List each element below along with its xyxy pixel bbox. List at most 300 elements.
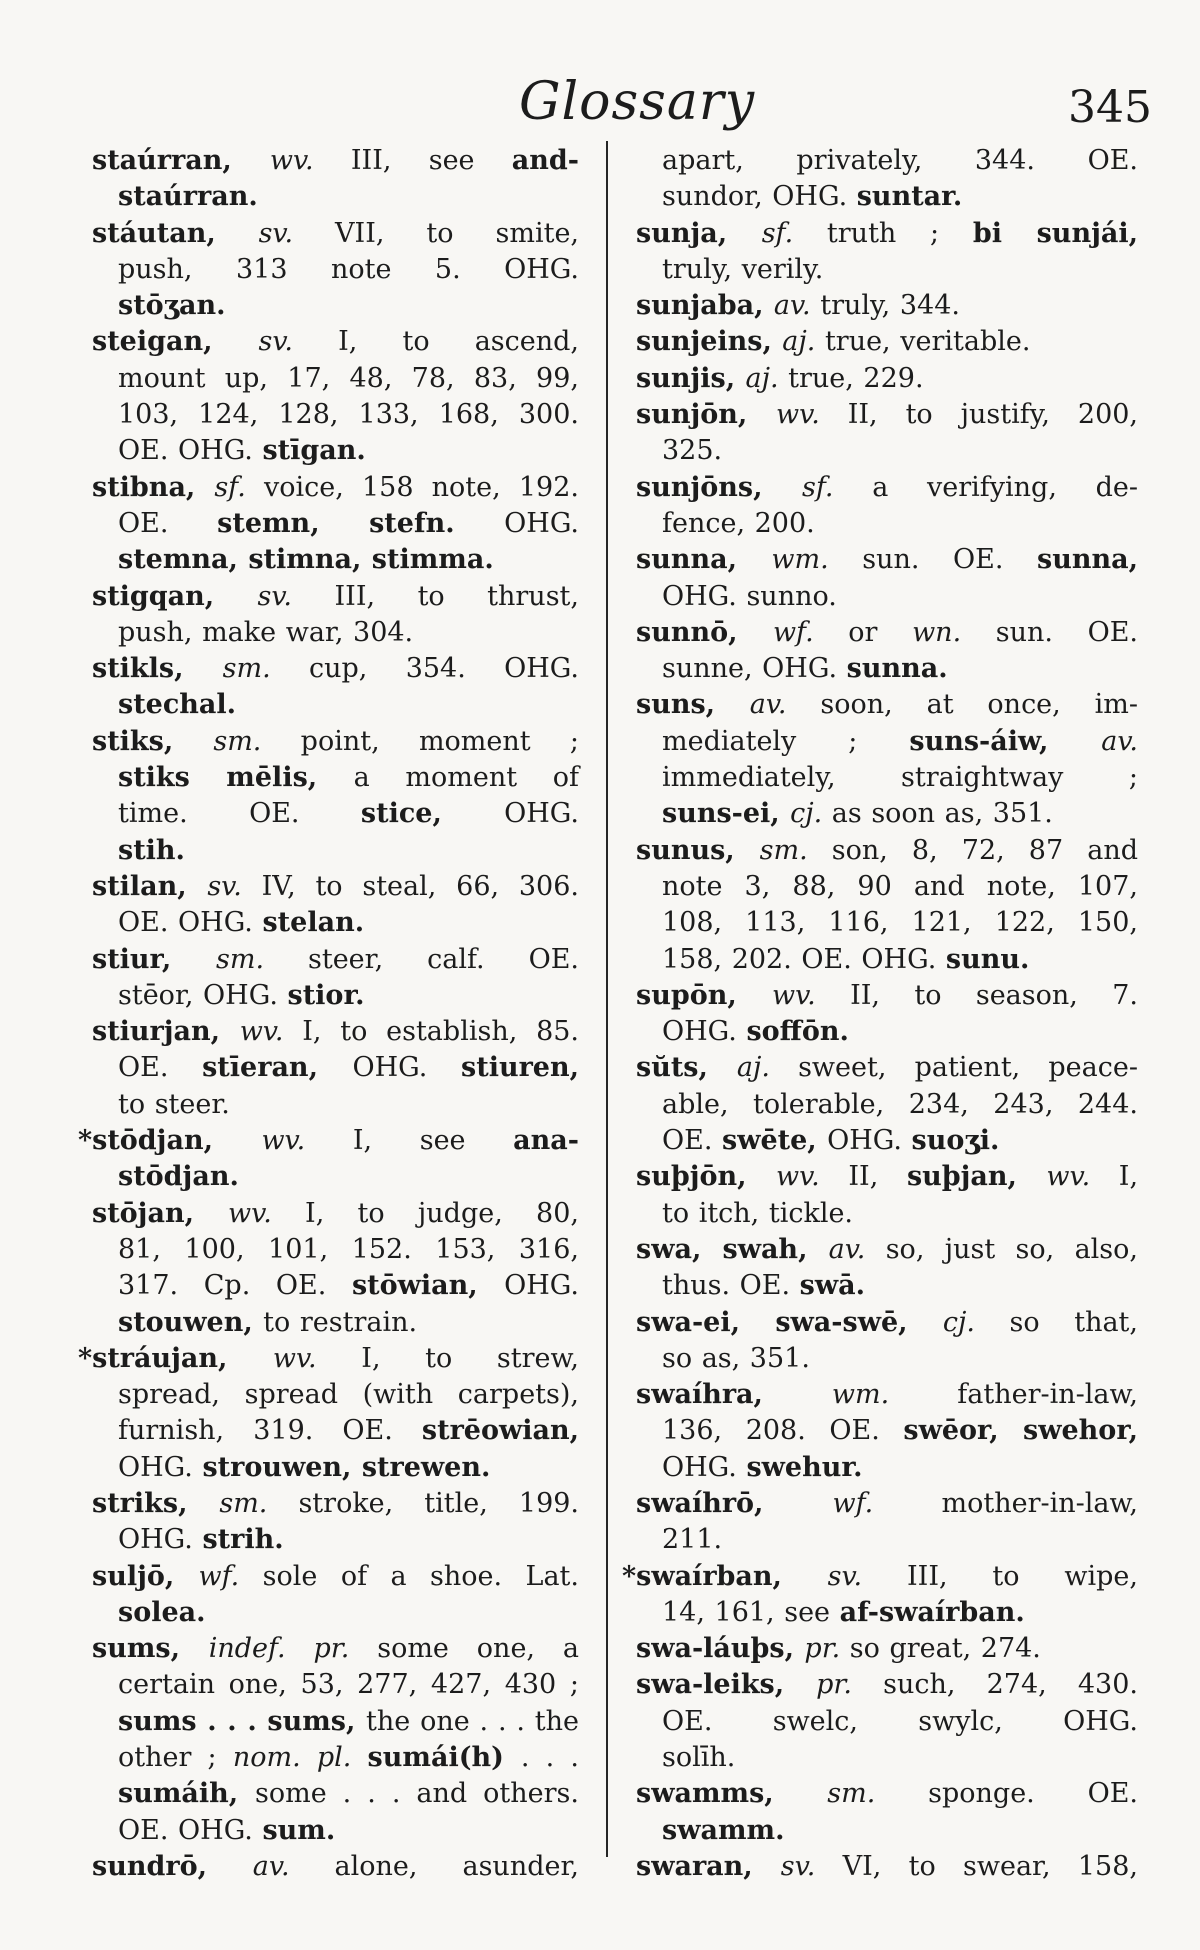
grammar-abbreviation: sm. <box>222 653 309 685</box>
glossary-line <box>636 1196 1138 1232</box>
grammar-abbreviation: sm. <box>219 1487 299 1519</box>
gothic-word: af-swaírban. <box>839 1596 1025 1628</box>
glossary-line <box>92 324 579 360</box>
glossary-line <box>92 1776 579 1812</box>
gloss-text: I, see <box>352 1125 514 1157</box>
glossary-line <box>636 1704 1138 1740</box>
gothic-word: sunus, <box>636 834 760 866</box>
glossary-line <box>92 397 579 433</box>
glossary-line <box>636 252 1138 288</box>
glossary-line <box>92 687 579 723</box>
glossary-line <box>636 796 1138 832</box>
glossary-line <box>636 1050 1138 1086</box>
glossary-line <box>92 1014 579 1050</box>
gothic-word: *stráujan, <box>78 1342 273 1374</box>
grammar-abbreviation: aj. <box>782 326 825 358</box>
gloss-text: stroke, title, 199. <box>298 1487 580 1519</box>
glossary-line <box>92 179 579 215</box>
gloss-text: thus. OE. <box>662 1270 800 1302</box>
gothic-word: sumái(h) <box>367 1742 521 1774</box>
gloss-text: III, to wipe, <box>906 1560 1138 1592</box>
glossary-line <box>92 1486 579 1522</box>
gloss-text: able, tolerable, 234, 243, 244. <box>662 1088 1138 1120</box>
glossary-line <box>622 1559 1138 1595</box>
gloss-text: note 3, 88, 90 and note, 107, <box>662 870 1138 902</box>
gothic-word: suþjan, <box>906 1161 1047 1193</box>
page-title: Glossary <box>519 72 756 132</box>
glossary-line <box>78 1341 579 1377</box>
gloss-text: 103, 124, 128, 133, 168, 300. <box>118 399 579 431</box>
gothic-word: swamm. <box>662 1814 785 1846</box>
column-divider-rule <box>606 141 608 1857</box>
glossary-line <box>636 1667 1138 1703</box>
gloss-text: some . . . and others. <box>255 1778 579 1810</box>
glossary-line <box>636 978 1138 1014</box>
glossary-line <box>636 1341 1138 1377</box>
gloss-text: OE. swelc, swylc, OHG. <box>662 1705 1138 1737</box>
glossary-line <box>92 1413 579 1449</box>
gothic-word: suns, <box>636 689 750 721</box>
gloss-text: 211. <box>662 1524 723 1556</box>
gothic-word: steigan, <box>92 326 259 358</box>
gloss-text: 136, 208. OE. <box>662 1415 904 1447</box>
grammar-abbreviation: indef. pr. <box>208 1633 378 1665</box>
gloss-text: OHG. <box>118 1524 203 1556</box>
gothic-word: strēowian, <box>421 1415 579 1447</box>
gloss-text: IV, to steal, 66, 306. <box>261 870 579 902</box>
gothic-word: swa-láuþs, <box>636 1633 805 1665</box>
gothic-word: swaíhrō, <box>636 1487 833 1519</box>
gloss-text: voice, 158 note, 192. <box>263 471 579 503</box>
gothic-word: stemna, stimna, stimma. <box>118 544 494 576</box>
glossary-line <box>92 1305 579 1341</box>
glossary-line <box>92 1667 579 1703</box>
glossary-line <box>92 833 579 869</box>
gloss-text: to itch, tickle. <box>662 1197 854 1229</box>
gothic-word: stīeran, <box>202 1052 353 1084</box>
grammar-abbreviation: av. <box>773 290 821 322</box>
gloss-text: so great, 274. <box>849 1633 1041 1665</box>
gloss-text: sole of a shoe. Lat. <box>262 1560 579 1592</box>
gloss-text: point, moment ; <box>300 725 580 757</box>
gloss-text: OHG. <box>118 1451 203 1483</box>
gothic-word: stōjan, <box>92 1197 229 1229</box>
glossary-line <box>78 1123 579 1159</box>
glossary-line <box>636 1740 1138 1776</box>
glossary-line <box>92 978 579 1014</box>
grammar-abbreviation: wv. <box>1046 1161 1119 1193</box>
gloss-text: VII, to smite, <box>335 217 579 249</box>
glossary-line <box>636 615 1138 651</box>
glossary-line <box>636 1377 1138 1413</box>
gothic-word: sunu. <box>945 943 1030 975</box>
gothic-word: stiurjan, <box>92 1016 240 1048</box>
glossary-line <box>636 433 1138 469</box>
gothic-word: suljō, <box>92 1560 199 1592</box>
gloss-text: other ; <box>118 1742 233 1774</box>
glossary-line <box>92 760 579 796</box>
glossary-line <box>92 361 579 397</box>
gothic-word: stōdjan. <box>118 1161 239 1193</box>
gothic-word: sunna, <box>1037 544 1138 576</box>
gloss-text: so, just so, also, <box>885 1233 1139 1265</box>
gloss-text: truly, verily. <box>662 253 824 285</box>
gothic-word: swaíhra, <box>636 1379 832 1411</box>
gloss-text: as soon as, 351. <box>831 798 1053 830</box>
glossary-line <box>92 506 579 542</box>
glossary-line <box>636 324 1138 360</box>
glossary-line <box>92 1450 579 1486</box>
glossary-line <box>92 1559 579 1595</box>
gloss-text: truth ; <box>826 217 973 249</box>
glossary-line <box>92 1232 579 1268</box>
gloss-text: VI, to swear, 158, <box>842 1850 1138 1882</box>
gothic-word: striks, <box>92 1487 220 1519</box>
gothic-word: suntar. <box>856 181 963 213</box>
gloss-text: truly, 344. <box>820 290 960 322</box>
gloss-text: mediately ; <box>662 725 910 757</box>
gloss-text: OE. <box>118 507 218 539</box>
glossary-line <box>636 1450 1138 1486</box>
gothic-word: supōn, <box>636 979 772 1011</box>
glossary-line <box>636 1486 1138 1522</box>
glossary-line <box>92 1522 579 1558</box>
glossary-column-left <box>78 143 580 1885</box>
grammar-abbreviation: sv. <box>827 1560 907 1592</box>
gloss-text: certain one, 53, 277, 427, 430 ; <box>118 1669 579 1701</box>
glossary-line <box>636 1123 1138 1159</box>
grammar-abbreviation: sm. <box>216 943 308 975</box>
gothic-word: stikls, <box>92 653 223 685</box>
grammar-abbreviation: pr. <box>816 1669 884 1701</box>
glossary-line <box>636 760 1138 796</box>
grammar-abbreviation: sm. <box>827 1778 929 1810</box>
grammar-abbreviation: pr. <box>804 1633 850 1665</box>
gothic-word: stemn, stefn. <box>217 507 505 539</box>
glossary-line <box>636 361 1138 397</box>
gothic-word: sumáih, <box>118 1778 255 1810</box>
page-number: 345 <box>1068 82 1152 133</box>
grammar-abbreviation: av. <box>252 1850 335 1882</box>
gloss-text: cup, 354. OHG. <box>309 653 579 685</box>
gothic-word: *swaírban, <box>622 1560 828 1592</box>
glossary-line <box>636 506 1138 542</box>
glossary-line <box>92 143 579 179</box>
gothic-word: strih. <box>202 1524 284 1556</box>
gloss-text: steer, calf. OE. <box>308 943 579 975</box>
gothic-word: soffōn. <box>746 1016 849 1048</box>
glossary-line <box>92 615 579 651</box>
glossary-line <box>92 1159 579 1195</box>
gothic-word: suþjōn, <box>636 1161 776 1193</box>
gothic-word: sunjis, <box>636 362 746 394</box>
grammar-abbreviation: sv. <box>780 1850 843 1882</box>
gothic-word: stelan. <box>262 907 365 939</box>
gloss-text: true, 229. <box>788 362 924 394</box>
gothic-word: stilan, <box>92 870 208 902</box>
glossary-line <box>92 1595 579 1631</box>
glossary-line <box>92 1813 579 1849</box>
glossary-line <box>92 252 579 288</box>
gloss-text: sun. OE. <box>995 616 1139 648</box>
gloss-text: solīh. <box>662 1742 736 1774</box>
gloss-text: so that, <box>1009 1306 1138 1338</box>
glossary-line <box>636 288 1138 324</box>
grammar-abbreviation: wv. <box>228 1197 306 1229</box>
gloss-text: sweet, patient, peace- <box>798 1052 1138 1084</box>
gloss-text: the one . . . the <box>366 1705 580 1737</box>
gothic-word: stibna, <box>92 471 215 503</box>
glossary-line <box>92 1087 579 1123</box>
gloss-text: II, to season, 7. <box>850 979 1139 1011</box>
glossary-line <box>636 1776 1138 1812</box>
gloss-text: mother-in-law, <box>941 1487 1138 1519</box>
grammar-abbreviation: sv. <box>258 326 339 358</box>
gloss-text: such, 274, 430. <box>883 1669 1138 1701</box>
grammar-abbreviation: wv. <box>771 979 851 1011</box>
grammar-abbreviation: sm. <box>759 834 832 866</box>
gothic-word: stáutan, <box>92 217 259 249</box>
gloss-text: mount up, 17, 48, 78, 83, 99, <box>118 362 579 394</box>
gloss-text: push, make war, 304. <box>118 616 414 648</box>
gloss-text: soon, at once, im- <box>820 689 1138 721</box>
gothic-word: swa, swah, <box>636 1233 829 1265</box>
gloss-text: time. OE. <box>118 798 361 830</box>
gothic-word: sunjōns, <box>636 471 802 503</box>
gloss-text: OE. OHG. <box>118 435 263 467</box>
gothic-word: swaran, <box>636 1850 781 1882</box>
gloss-text: OE. <box>118 1052 203 1084</box>
gloss-text: sundor, OHG. <box>662 181 857 213</box>
glossary-line <box>636 1413 1138 1449</box>
gloss-text: stēor, OHG. <box>118 979 288 1011</box>
gloss-text: apart, privately, 344. OE. <box>662 145 1138 176</box>
gothic-word: swa-leiks, <box>636 1669 817 1701</box>
glossary-line <box>636 542 1138 578</box>
gloss-text: a moment of <box>353 762 579 794</box>
gloss-text: OE. OHG. <box>118 907 263 939</box>
grammar-abbreviation: sf. <box>802 471 873 503</box>
gloss-text: immediately, straightway ; <box>662 762 1138 794</box>
gothic-word: stih. <box>118 834 185 866</box>
gothic-word: and- <box>511 145 580 176</box>
grammar-abbreviation: wf. <box>832 1487 942 1519</box>
gothic-word: sunja, <box>636 217 762 249</box>
gloss-text: true, veritable. <box>824 326 1031 358</box>
glossary-line <box>92 579 579 615</box>
glossary-line <box>92 216 579 252</box>
glossary-line <box>636 687 1138 723</box>
gloss-text: I, to establish, 85. <box>302 1016 580 1048</box>
gothic-word: *stōdjan, <box>78 1125 262 1157</box>
gloss-text: sun. OE. <box>862 544 1037 576</box>
gloss-text: OHG. <box>662 1016 747 1048</box>
gothic-word: sunna. <box>846 653 948 685</box>
glossary-line <box>636 1631 1138 1667</box>
glossary-line <box>636 1849 1138 1885</box>
grammar-abbreviation: sv. <box>257 580 335 612</box>
gloss-text: OHG. <box>352 1052 462 1084</box>
grammar-abbreviation: cj. <box>790 798 832 830</box>
gothic-word: stice, <box>360 798 505 830</box>
gothic-word: sŭts, <box>636 1052 737 1084</box>
grammar-abbreviation: wv. <box>269 145 351 176</box>
glossary-line <box>636 1014 1138 1050</box>
gloss-text: to steer. <box>118 1088 230 1120</box>
gloss-text: III, to thrust, <box>334 580 579 612</box>
gloss-text: OE. OHG. <box>118 1814 263 1846</box>
glossary-line <box>636 1522 1138 1558</box>
gothic-word: swēor, swehor, <box>903 1415 1138 1447</box>
gothic-word: solea. <box>118 1596 206 1628</box>
grammar-abbreviation: av. <box>1101 725 1138 757</box>
gloss-text: OHG. sunno. <box>662 580 837 612</box>
glossary-line <box>92 869 579 905</box>
glossary-line <box>92 905 579 941</box>
gothic-word: suns-áiw, <box>909 725 1102 757</box>
glossary-line <box>92 542 579 578</box>
glossary-line <box>636 1305 1138 1341</box>
gothic-word: strouwen, strewen. <box>202 1451 491 1483</box>
glossary-line <box>92 724 579 760</box>
gothic-word: ana- <box>513 1125 579 1157</box>
gothic-word: sunjōn, <box>636 399 777 431</box>
gloss-text: 108, 113, 116, 121, 122, 150, <box>662 907 1138 939</box>
grammar-abbreviation: sf. <box>214 471 264 503</box>
gloss-text: alone, asunder, <box>334 1850 579 1882</box>
gothic-word: swēte, <box>722 1125 828 1157</box>
gothic-word: sunjeins, <box>636 326 783 358</box>
glossary-line <box>92 1849 579 1885</box>
glossary-line <box>92 1631 579 1667</box>
glossary-line <box>636 651 1138 687</box>
gothic-word: swehur. <box>746 1451 863 1483</box>
grammar-abbreviation: aj. <box>745 362 789 394</box>
gloss-text: OHG. <box>662 1451 747 1483</box>
gothic-word: stouwen, <box>118 1306 264 1338</box>
glossary-line <box>92 796 579 832</box>
gothic-word: sums . . . sums, <box>118 1705 367 1737</box>
gothic-word: swa-ei, swa-swē, <box>636 1306 943 1338</box>
grammar-abbreviation: wv. <box>239 1016 303 1048</box>
grammar-abbreviation: sv. <box>207 870 262 902</box>
gloss-text: son, 8, 72, 87 and <box>831 834 1139 866</box>
gloss-text: . . . <box>520 1742 579 1774</box>
glossary-line <box>92 288 579 324</box>
grammar-abbreviation: wm. <box>831 1379 958 1411</box>
glossary-line <box>92 1196 579 1232</box>
gothic-word: stōwian, <box>351 1270 505 1302</box>
gothic-word: stiks mēlis, <box>118 762 354 794</box>
glossary-line <box>636 1159 1138 1195</box>
grammar-abbreviation: av. <box>749 689 821 721</box>
glossary-line <box>92 1268 579 1304</box>
glossary-line <box>636 869 1138 905</box>
gloss-text: or <box>848 616 913 648</box>
glossary-line <box>92 651 579 687</box>
gothic-word: swamms, <box>636 1778 828 1810</box>
gothic-word: bi sunjái, <box>972 217 1138 249</box>
glossary-line <box>636 1232 1138 1268</box>
glossary-line <box>636 143 1138 179</box>
gothic-word: stiur, <box>92 943 216 975</box>
gothic-word: sum. <box>262 1814 336 1846</box>
glossary-line <box>636 942 1138 978</box>
grammar-abbreviation: av. <box>828 1233 886 1265</box>
gothic-word: stior. <box>287 979 365 1011</box>
gothic-word: sundrō, <box>92 1850 253 1882</box>
gloss-text: OHG. <box>504 507 580 539</box>
grammar-abbreviation: wm. <box>771 544 863 576</box>
glossary-line <box>636 179 1138 215</box>
gloss-text: spread, spread (with carpets), <box>118 1379 579 1411</box>
gloss-text: so as, 351. <box>662 1342 810 1374</box>
gloss-text: push, 313 note 5. OHG. <box>118 253 579 285</box>
glossary-line <box>92 1377 579 1413</box>
gothic-word: sunna, <box>636 544 772 576</box>
gothic-word: sunnō, <box>636 616 773 648</box>
gloss-text: to restrain. <box>263 1306 418 1338</box>
gothic-word: stechal. <box>118 689 237 721</box>
gloss-text: furnish, 319. OE. <box>118 1415 422 1447</box>
gloss-text: II, to justify, 200, <box>847 399 1139 431</box>
grammar-abbreviation: wf. <box>772 616 849 648</box>
glossary-line <box>92 942 579 978</box>
gothic-word: suoʒi. <box>911 1125 1000 1157</box>
glossary-line <box>636 1268 1138 1304</box>
gothic-word: sums, <box>92 1633 209 1665</box>
gothic-word: staúrran. <box>118 181 258 213</box>
grammar-abbreviation: wv. <box>261 1125 353 1157</box>
glossary-line <box>636 470 1138 506</box>
gloss-text: 317. Cp. OE. <box>118 1270 352 1302</box>
gothic-word: sunjaba, <box>636 290 774 322</box>
glossary-line <box>636 1813 1138 1849</box>
gloss-text: I, to strew, <box>361 1342 579 1374</box>
gloss-text: 81, 100, 101, 152. 153, 316, <box>118 1233 579 1265</box>
grammar-abbreviation: wv. <box>775 1161 849 1193</box>
gloss-text: OE. <box>662 1125 723 1157</box>
grammar-abbreviation: sv. <box>258 217 336 249</box>
glossary-line <box>636 1595 1138 1631</box>
gothic-word: suns-ei, <box>662 798 791 830</box>
gloss-text: OHG. <box>504 798 579 830</box>
grammar-abbreviation: sm. <box>213 725 301 757</box>
glossary-line <box>92 433 579 469</box>
gloss-text: II, <box>848 1161 907 1193</box>
glossary-line <box>636 397 1138 433</box>
grammar-abbreviation: wv. <box>272 1342 362 1374</box>
gloss-text: 158, 202. OE. OHG. <box>662 943 946 975</box>
glossary-line <box>92 1050 579 1086</box>
gloss-text: 14, 161, see <box>662 1596 840 1628</box>
glossary-line <box>92 470 579 506</box>
gothic-word: stigqan, <box>92 580 258 612</box>
gothic-word: stōʒan. <box>118 290 226 322</box>
glossary-column-right <box>622 143 1139 1885</box>
gloss-text: sunne, OHG. <box>662 653 847 685</box>
grammar-abbreviation: aj. <box>736 1052 799 1084</box>
grammar-abbreviation: nom. pl. <box>232 1742 368 1774</box>
gothic-word: stiks, <box>92 725 214 757</box>
gothic-word: stiuren, <box>461 1052 580 1084</box>
gloss-text: 325. <box>662 435 723 467</box>
grammar-abbreviation: wn. <box>912 616 996 648</box>
glossary-line <box>636 905 1138 941</box>
gloss-text: I, to ascend, <box>338 326 580 358</box>
gloss-text: OHG. <box>504 1270 579 1302</box>
gloss-text: OHG. <box>827 1125 912 1157</box>
